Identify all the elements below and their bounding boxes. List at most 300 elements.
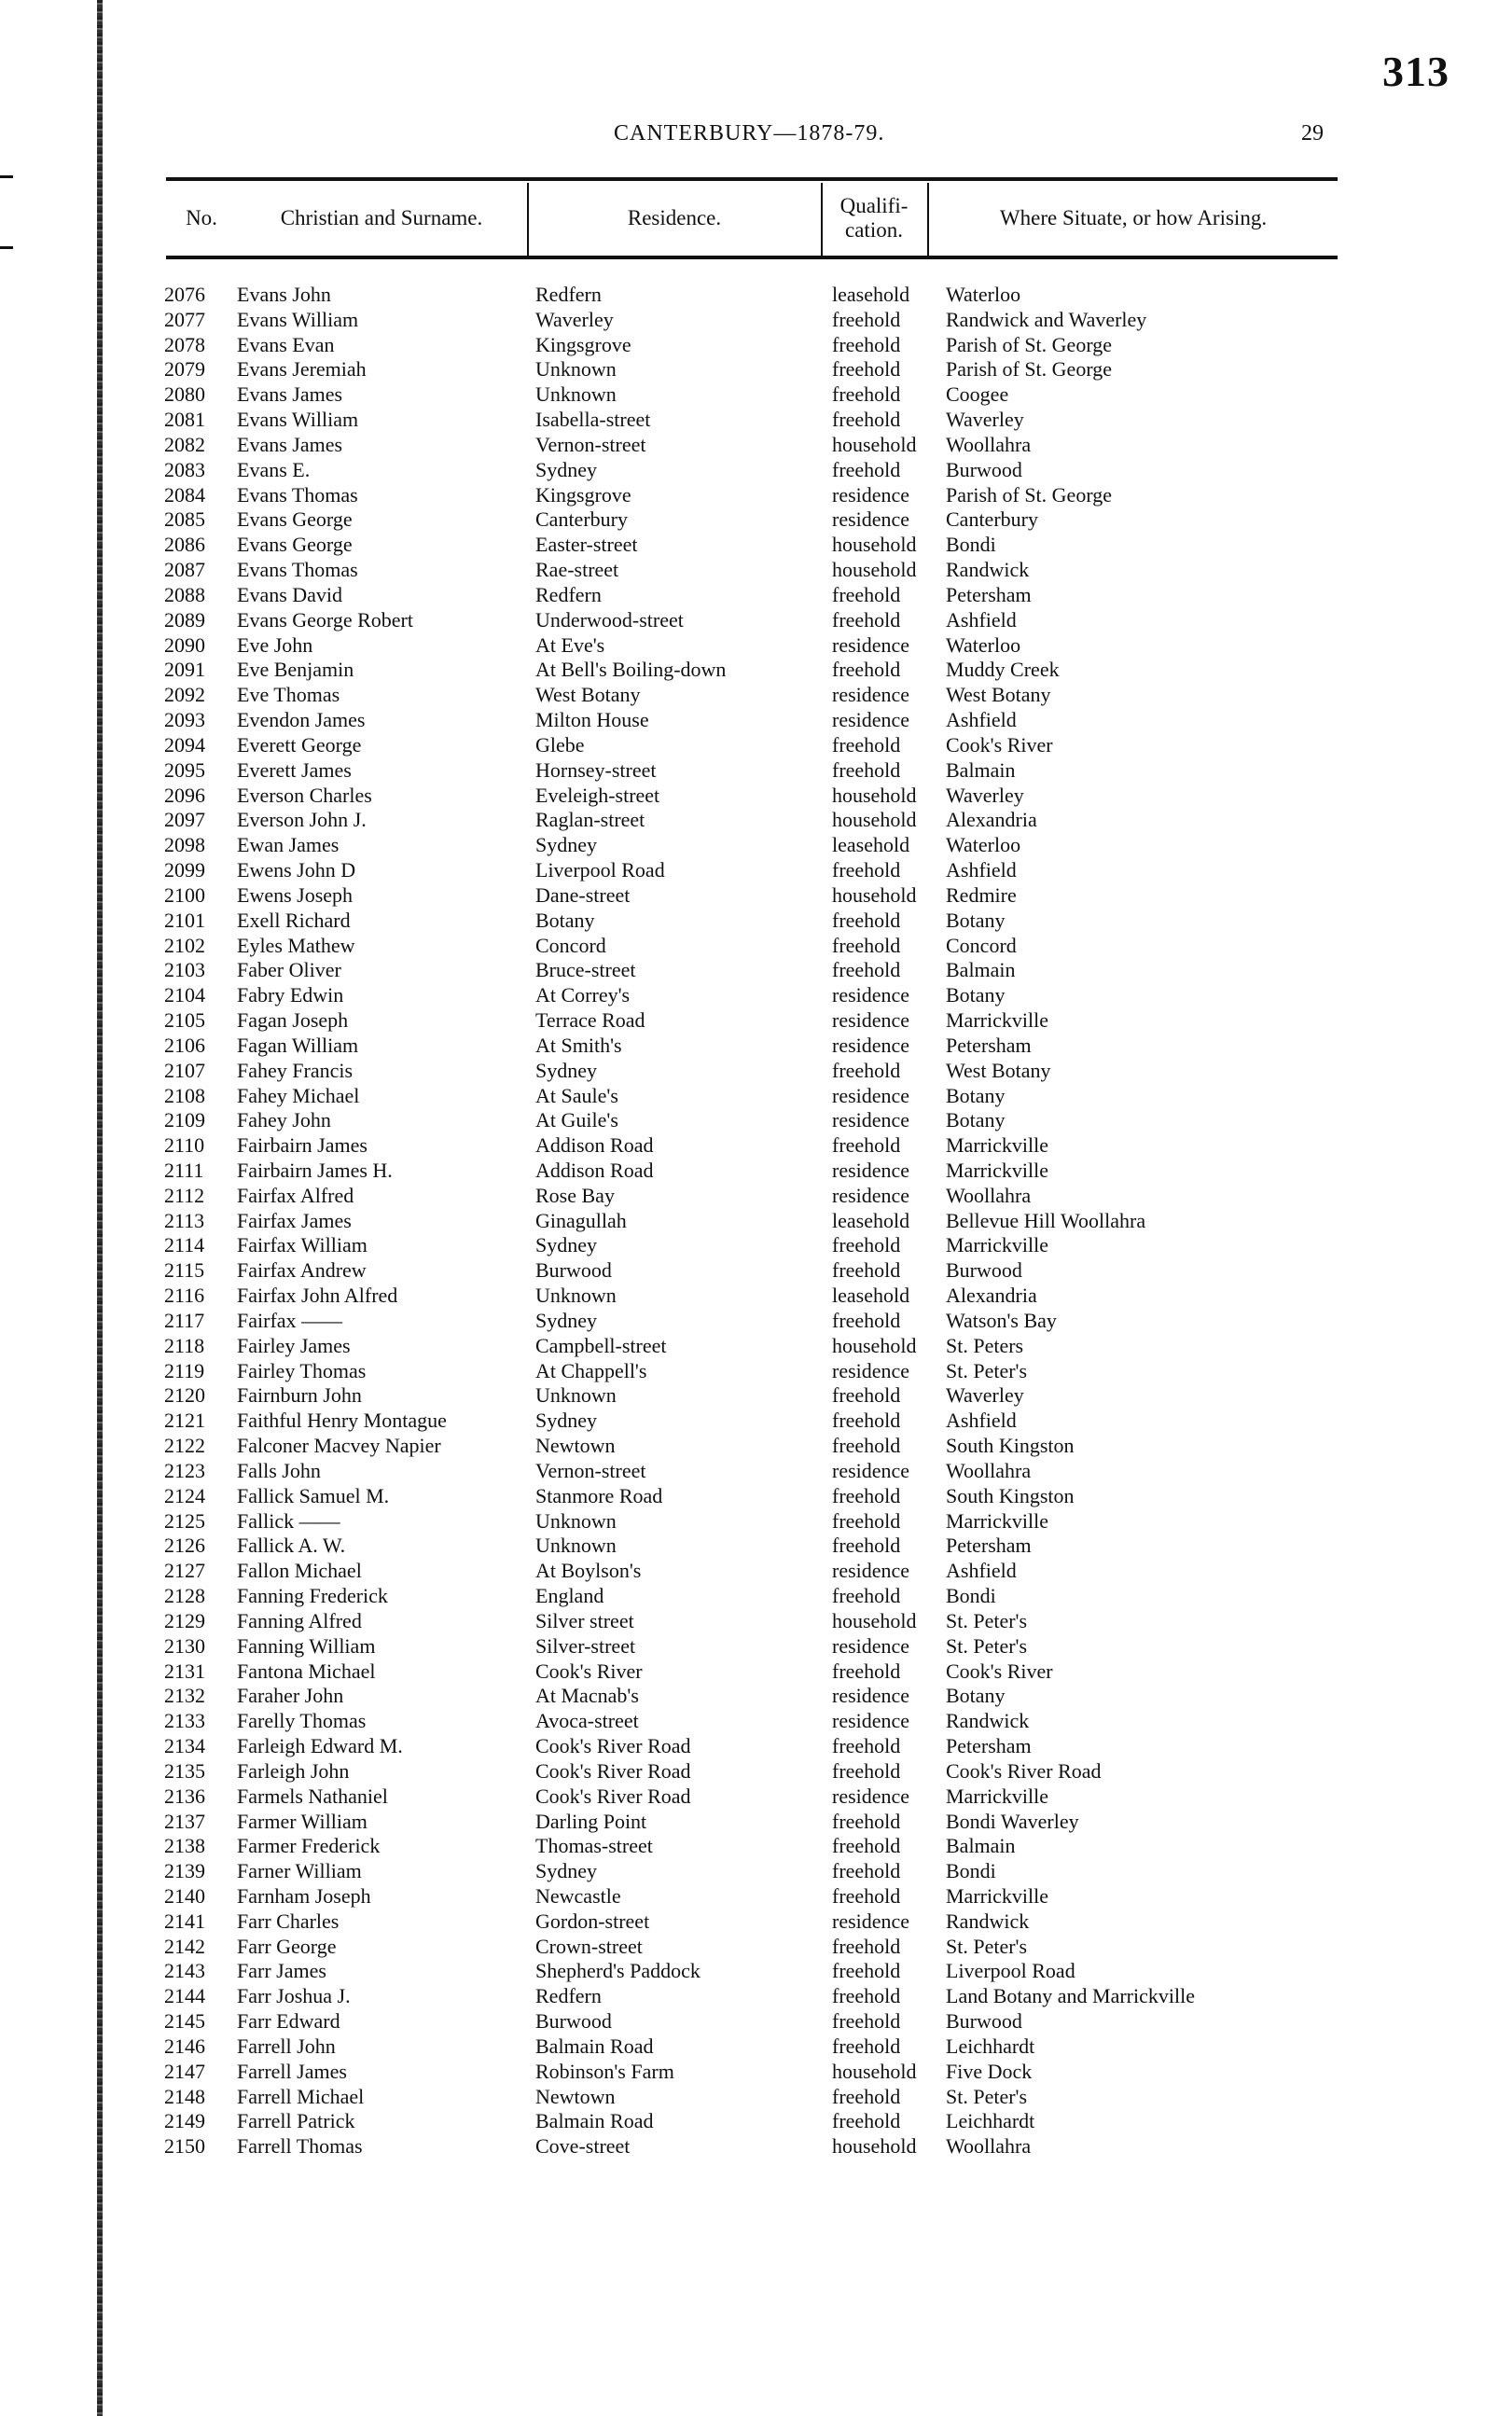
entry-name: Fallick ——: [237, 1508, 340, 1533]
entry-residence: Sydney: [535, 457, 597, 481]
table-row: [0, 1133, 1512, 1159]
entry-qualification: residence: [832, 983, 910, 1007]
entry-residence: Unknown: [535, 1383, 617, 1408]
table-row: [0, 1233, 1512, 1258]
table-row: [0, 1909, 1512, 1935]
entry-residence: Botany: [535, 908, 595, 932]
entry-name: Eyles Mathew: [237, 933, 355, 957]
entry-residence: Balmain Road: [535, 2034, 654, 2058]
entry-number: 2122: [164, 1434, 205, 1458]
entry-qualification: residence: [832, 1358, 910, 1382]
table-row: [0, 1108, 1512, 1133]
entry-residence: Newtown: [535, 1434, 616, 1458]
entry-qualification: leasehold: [832, 833, 910, 857]
entry-residence: At Macnab's: [535, 1684, 639, 1708]
table-row: [0, 1159, 1512, 1184]
entry-number: 2112: [164, 1183, 205, 1207]
entry-where-situate: Ashfield: [946, 607, 1017, 632]
gutter-mark: [0, 246, 13, 249]
entry-number: 2147: [164, 2059, 205, 2083]
entry-where-situate: Waverley: [946, 408, 1024, 432]
entry-where-situate: Marrickville: [946, 1233, 1048, 1257]
table-row: [0, 784, 1512, 809]
table-row: [0, 1184, 1512, 1209]
entry-number: 2143: [164, 1959, 205, 1983]
entry-residence: Shepherd's Paddock: [535, 1959, 701, 1983]
table-row: [0, 1509, 1512, 1534]
entry-residence: Cove-street: [535, 2134, 631, 2159]
entry-qualification: freehold: [832, 1483, 901, 1507]
entry-qualification: freehold: [832, 858, 901, 882]
entry-name: Fairfax James: [237, 1208, 352, 1232]
entry-residence: Bruce-street: [535, 958, 636, 982]
table-row: [0, 1084, 1512, 1109]
entry-residence: Burwood: [535, 1258, 612, 1283]
entry-number: 2138: [164, 1834, 205, 1858]
entry-qualification: freehold: [832, 1734, 901, 1758]
entry-qualification: freehold: [832, 1534, 901, 1558]
entry-residence: Cook's River Road: [535, 1734, 691, 1758]
entry-name: Farrell Michael: [237, 2084, 365, 2108]
entry-where-situate: Ashfield: [946, 858, 1017, 882]
entry-residence: Liverpool Road: [535, 858, 665, 882]
entry-where-situate: Waterloo: [946, 283, 1021, 306]
entry-where-situate: South Kingston: [946, 1483, 1075, 1507]
table-row: [0, 1709, 1512, 1734]
entry-number: 2125: [164, 1508, 205, 1533]
entry-number: 2127: [164, 1559, 205, 1583]
entry-name: Fanning Alfred: [237, 1608, 362, 1632]
entry-name: Fallon Michael: [237, 1559, 362, 1583]
entry-qualification: freehold: [832, 1584, 901, 1608]
table-row: [0, 1810, 1512, 1835]
entry-where-situate: Waverley: [946, 1383, 1024, 1408]
entry-where-situate: Cook's River Road: [946, 1758, 1102, 1783]
entry-where-situate: Petersham: [946, 1033, 1032, 1057]
entry-name: Ewan James: [237, 833, 340, 857]
entry-where-situate: St. Peter's: [946, 2084, 1028, 2108]
table-row: [0, 808, 1512, 833]
entry-qualification: leasehold: [832, 1208, 910, 1232]
entry-name: Farrell James: [237, 2059, 347, 2083]
entry-number: 2148: [164, 2084, 205, 2108]
entry-name: Evans James: [237, 382, 343, 407]
entry-residence: At Guile's: [535, 1108, 618, 1132]
entry-qualification: freehold: [832, 582, 901, 606]
entry-name: Evans David: [237, 582, 343, 606]
entry-where-situate: Ashfield: [946, 1559, 1017, 1583]
entry-qualification: leasehold: [832, 1284, 910, 1308]
table-row: [0, 2060, 1512, 2085]
entry-where-situate: West Botany: [946, 1058, 1051, 1082]
entry-residence: Unknown: [535, 1284, 617, 1308]
entry-residence: Crown-street: [535, 1934, 643, 1958]
entry-qualification: freehold: [832, 408, 901, 432]
entry-residence: Cook's River Road: [535, 1758, 691, 1783]
table-row: [0, 382, 1512, 408]
entry-qualification: freehold: [832, 457, 901, 481]
entry-where-situate: Botany: [946, 983, 1006, 1007]
entry-name: Evans Jeremiah: [237, 357, 367, 382]
entry-number: 2098: [164, 833, 205, 857]
entry-number: 2133: [164, 1709, 205, 1733]
entry-number: 2136: [164, 1784, 205, 1808]
entry-name: Farleigh John: [237, 1758, 350, 1783]
entry-number: 2116: [164, 1284, 205, 1308]
entry-residence: Thomas-street: [535, 1834, 653, 1858]
entry-where-situate: Petersham: [946, 1534, 1032, 1558]
entry-where-situate: Muddy Creek: [946, 658, 1060, 682]
entry-where-situate: Botany: [946, 1083, 1006, 1107]
entry-qualification: residence: [832, 1784, 910, 1808]
header-where: Where Situate, or how Arising.: [999, 206, 1268, 229]
entry-where-situate: Marrickville: [946, 1133, 1048, 1158]
entry-number: 2123: [164, 1458, 205, 1482]
entry-residence: At Boylson's: [535, 1559, 642, 1583]
entry-number: 2079: [164, 357, 205, 382]
entry-qualification: residence: [832, 1158, 910, 1182]
entry-qualification: household: [832, 1608, 917, 1632]
entry-number: 2146: [164, 2034, 205, 2058]
entry-residence: Cook's River Road: [535, 1784, 691, 1808]
table-row: [0, 408, 1512, 433]
entry-name: Ewens Joseph: [237, 882, 354, 907]
table-row: [0, 1459, 1512, 1484]
table-row: [0, 1309, 1512, 1334]
entry-number: 2142: [164, 1934, 205, 1958]
entry-number: 2119: [164, 1358, 205, 1382]
table-row: [0, 1784, 1512, 1810]
entry-name: Faber Oliver: [237, 958, 341, 982]
table-row: [0, 1034, 1512, 1059]
table-row: [0, 483, 1512, 508]
entry-where-situate: Randwick: [946, 1909, 1030, 1933]
entry-residence: Newtown: [535, 2084, 616, 2108]
entry-name: Fairfax Alfred: [237, 1183, 354, 1207]
table-row: [0, 1534, 1512, 1559]
table-row: [0, 357, 1512, 382]
entry-name: Falconer Macvey Napier: [237, 1434, 441, 1458]
entry-name: Evans William: [237, 408, 359, 432]
entry-where-situate: Parish of St. George: [946, 357, 1113, 382]
entry-qualification: freehold: [832, 1834, 901, 1858]
entry-residence: Burwood: [535, 2009, 612, 2034]
entry-residence: Easter-street: [535, 533, 638, 557]
entry-name: Evans George: [237, 533, 353, 557]
table-row: [0, 1684, 1512, 1709]
entry-residence: Balmain Road: [535, 2109, 654, 2133]
table-row: [0, 1284, 1512, 1309]
table-row: [0, 308, 1512, 333]
entry-name: Farr Edward: [237, 2009, 340, 2034]
entry-residence: Darling Point: [535, 1809, 647, 1833]
table-row: [0, 333, 1512, 358]
entry-number: 2145: [164, 2009, 205, 2034]
entry-number: 2124: [164, 1483, 205, 1507]
entry-where-situate: Petersham: [946, 1734, 1032, 1758]
entry-qualification: freehold: [832, 1934, 901, 1958]
entry-number: 2088: [164, 582, 205, 606]
electoral-roll-table: [0, 283, 1512, 2159]
entry-name: Fahey John: [237, 1108, 331, 1132]
entry-residence: Ginagullah: [535, 1208, 627, 1232]
entry-where-situate: St. Peter's: [946, 1608, 1028, 1632]
entry-qualification: residence: [832, 1709, 910, 1733]
entry-qualification: residence: [832, 1633, 910, 1658]
entry-qualification: residence: [832, 1684, 910, 1708]
table-row: [0, 1884, 1512, 1909]
entry-residence: Unknown: [535, 382, 617, 407]
table-row: [0, 1584, 1512, 1609]
entry-qualification: freehold: [832, 1659, 901, 1683]
entry-number: 2113: [164, 1208, 205, 1232]
entry-number: 2126: [164, 1534, 205, 1558]
entry-where-situate: Waterloo: [946, 632, 1021, 657]
entry-where-situate: Burwood: [946, 457, 1022, 481]
table-row: [0, 658, 1512, 683]
table-row: [0, 1434, 1512, 1459]
entry-name: Fallick A. W.: [237, 1534, 346, 1558]
entry-number: 2109: [164, 1108, 205, 1132]
entry-where-situate: Cook's River: [946, 1659, 1053, 1683]
table-row: [0, 1959, 1512, 1984]
entry-qualification: household: [832, 783, 917, 807]
entry-where-situate: St. Peters: [946, 1333, 1024, 1357]
entry-residence: Concord: [535, 933, 606, 957]
entry-name: Faraher John: [237, 1684, 344, 1708]
entry-qualification: freehold: [832, 933, 901, 957]
table-row: [0, 733, 1512, 758]
entry-residence: Isabella-street: [535, 408, 651, 432]
entry-residence: Redfern: [535, 1984, 602, 2008]
header-no: No.: [186, 206, 217, 229]
entry-residence: Sydney: [535, 1859, 597, 1883]
entry-qualification: household: [832, 1333, 917, 1357]
entry-qualification: residence: [832, 1108, 910, 1132]
entry-name: Farelly Thomas: [237, 1709, 367, 1733]
entry-residence: At Saule's: [535, 1083, 618, 1107]
entry-where-situate: Leichhardt: [946, 2109, 1035, 2133]
entry-residence: Waverley: [535, 307, 614, 331]
table-row: [0, 983, 1512, 1008]
entry-qualification: freehold: [832, 2009, 901, 2034]
table-row: [0, 1734, 1512, 1759]
entry-number: 2102: [164, 933, 205, 957]
entry-number: 2081: [164, 408, 205, 432]
entry-qualification: freehold: [832, 1884, 901, 1908]
entry-qualification: freehold: [832, 1133, 901, 1158]
entry-name: Evans Evan: [237, 332, 335, 356]
entry-where-situate: St. Peter's: [946, 1358, 1028, 1382]
entry-number: 2104: [164, 983, 205, 1007]
entry-name: Evendon James: [237, 708, 366, 732]
entry-number: 2078: [164, 332, 205, 356]
entry-number: 2107: [164, 1058, 205, 1082]
table-row: [0, 1059, 1512, 1084]
entry-qualification: household: [832, 533, 917, 557]
table-row: [0, 1984, 1512, 2009]
entry-name: Fanning William: [237, 1633, 376, 1658]
table-row: [0, 1258, 1512, 1284]
entry-where-situate: Bondi Waverley: [946, 1809, 1079, 1833]
entry-residence: Silver-street: [535, 1633, 636, 1658]
table-row: [0, 2034, 1512, 2060]
entry-where-situate: Woollahra: [946, 1458, 1032, 1482]
entry-residence: Kingsgrove: [535, 482, 631, 507]
entry-number: 2134: [164, 1734, 205, 1758]
entry-name: Ewens John D: [237, 858, 356, 882]
entry-where-situate: Canterbury: [946, 507, 1038, 532]
entry-where-situate: Five Dock: [946, 2059, 1033, 2083]
entry-qualification: freehold: [832, 1058, 901, 1082]
entry-residence: England: [535, 1584, 604, 1608]
entry-number: 2114: [164, 1233, 205, 1257]
entry-qualification: residence: [832, 1008, 910, 1033]
entry-where-situate: Redmire: [946, 882, 1017, 907]
entry-where-situate: Burwood: [946, 1258, 1022, 1283]
table-row: [0, 433, 1512, 458]
entry-name: Faithful Henry Montague: [237, 1409, 447, 1433]
entry-qualification: residence: [832, 632, 910, 657]
table-row: [0, 1359, 1512, 1384]
entry-name: Farrell Patrick: [237, 2109, 355, 2133]
entry-name: Fairfax ——: [237, 1308, 343, 1332]
entry-number: 2120: [164, 1383, 205, 1408]
entry-name: Farmer William: [237, 1809, 368, 1833]
entry-name: Fairnburn John: [237, 1383, 362, 1408]
entry-qualification: residence: [832, 683, 910, 707]
entry-number: 2111: [164, 1158, 204, 1182]
table-row: [0, 883, 1512, 909]
entry-number: 2091: [164, 658, 205, 682]
entry-residence: Kingsgrove: [535, 332, 631, 356]
table-row: [0, 633, 1512, 659]
entry-where-situate: Marrickville: [946, 1008, 1048, 1033]
entry-qualification: freehold: [832, 1859, 901, 1883]
table-row: [0, 1008, 1512, 1034]
entry-residence: At Correy's: [535, 983, 631, 1007]
entry-qualification: freehold: [832, 1984, 901, 2008]
entry-name: Fagan Joseph: [237, 1008, 349, 1033]
entry-name: Fanning Frederick: [237, 1584, 388, 1608]
entry-residence: Sydney: [535, 1409, 597, 1433]
entry-number: 2141: [164, 1909, 205, 1933]
folio-number: 29: [1301, 121, 1324, 146]
table-row: [0, 1609, 1512, 1634]
entry-qualification: household: [832, 432, 917, 456]
table-row: [0, 2085, 1512, 2110]
entry-where-situate: South Kingston: [946, 1434, 1075, 1458]
entry-name: Evans George Robert: [237, 607, 413, 632]
entry-name: Everett George: [237, 732, 362, 757]
entry-where-situate: Botany: [946, 908, 1006, 932]
entry-where-situate: Leichhardt: [946, 2034, 1035, 2058]
entry-residence: Rae-street: [535, 558, 619, 582]
entry-where-situate: Randwick: [946, 1709, 1030, 1733]
header-residence: Residence.: [627, 206, 722, 229]
entry-qualification: freehold: [832, 908, 901, 932]
entry-number: 2140: [164, 1884, 205, 1908]
entry-where-situate: Waterloo: [946, 833, 1021, 857]
entry-residence: Newcastle: [535, 1884, 621, 1908]
entry-qualification: household: [832, 2059, 917, 2083]
entry-number: 2090: [164, 632, 205, 657]
entry-where-situate: St. Peter's: [946, 1934, 1028, 1958]
table-row: [0, 758, 1512, 784]
entry-qualification: freehold: [832, 1233, 901, 1257]
entry-number: 2089: [164, 607, 205, 632]
header-qualification: Qualifi- cation.: [839, 194, 909, 242]
entry-where-situate: Marrickville: [946, 1784, 1048, 1808]
entry-residence: Avoca-street: [535, 1709, 639, 1733]
entry-qualification: household: [832, 808, 917, 832]
entry-number: 2118: [164, 1333, 205, 1357]
entry-where-situate: Land Botany and Marrickville: [946, 1984, 1195, 2008]
page-number: 313: [1382, 48, 1450, 95]
table-row: [0, 558, 1512, 583]
entry-qualification: residence: [832, 1183, 910, 1207]
entry-where-situate: St. Peter's: [946, 1633, 1028, 1658]
entry-qualification: freehold: [832, 2109, 901, 2133]
entry-name: Evans Thomas: [237, 558, 358, 582]
entry-qualification: freehold: [832, 1258, 901, 1283]
table-row: [0, 858, 1512, 883]
entry-qualification: residence: [832, 1458, 910, 1482]
entry-number: 2149: [164, 2109, 205, 2133]
entry-number: 2132: [164, 1684, 205, 1708]
entry-residence: Addison Road: [535, 1133, 654, 1158]
gutter-mark: [0, 175, 13, 178]
table-row: [0, 1759, 1512, 1784]
entry-number: 2100: [164, 882, 205, 907]
entry-number: 2093: [164, 708, 205, 732]
entry-where-situate: Concord: [946, 933, 1017, 957]
table-row: [0, 1383, 1512, 1409]
entry-number: 2106: [164, 1033, 205, 1057]
entry-qualification: freehold: [832, 1434, 901, 1458]
entry-name: Eve John: [237, 632, 313, 657]
entry-name: Fairfax John Alfred: [237, 1284, 398, 1308]
entry-residence: Cook's River: [535, 1659, 643, 1683]
entry-number: 2135: [164, 1758, 205, 1783]
header-name: Christian and Surname.: [280, 206, 483, 229]
table-row: [0, 1935, 1512, 1960]
entry-name: Farr Charles: [237, 1909, 340, 1933]
entry-qualification: leasehold: [832, 283, 910, 306]
entry-where-situate: Bondi: [946, 533, 996, 557]
entry-where-situate: West Botany: [946, 683, 1051, 707]
entry-qualification: freehold: [832, 658, 901, 682]
entry-where-situate: Alexandria: [946, 808, 1037, 832]
entry-name: Everett James: [237, 757, 352, 782]
table-row: [0, 833, 1512, 858]
entry-name: Eve Thomas: [237, 683, 340, 707]
entry-number: 2086: [164, 533, 205, 557]
entry-number: 2084: [164, 482, 205, 507]
entry-residence: Stanmore Road: [535, 1483, 663, 1507]
entry-where-situate: Botany: [946, 1684, 1006, 1708]
entry-name: Everson John J.: [237, 808, 367, 832]
entry-where-situate: Woollahra: [946, 2134, 1032, 2159]
entry-name: Fairfax William: [237, 1233, 368, 1257]
entry-where-situate: Randwick and Waverley: [946, 307, 1147, 331]
entry-name: Fairley James: [237, 1333, 351, 1357]
entry-qualification: freehold: [832, 607, 901, 632]
entry-number: 2095: [164, 757, 205, 782]
entry-residence: At Eve's: [535, 632, 605, 657]
entry-name: Falls John: [237, 1458, 321, 1482]
table-row: [0, 958, 1512, 983]
